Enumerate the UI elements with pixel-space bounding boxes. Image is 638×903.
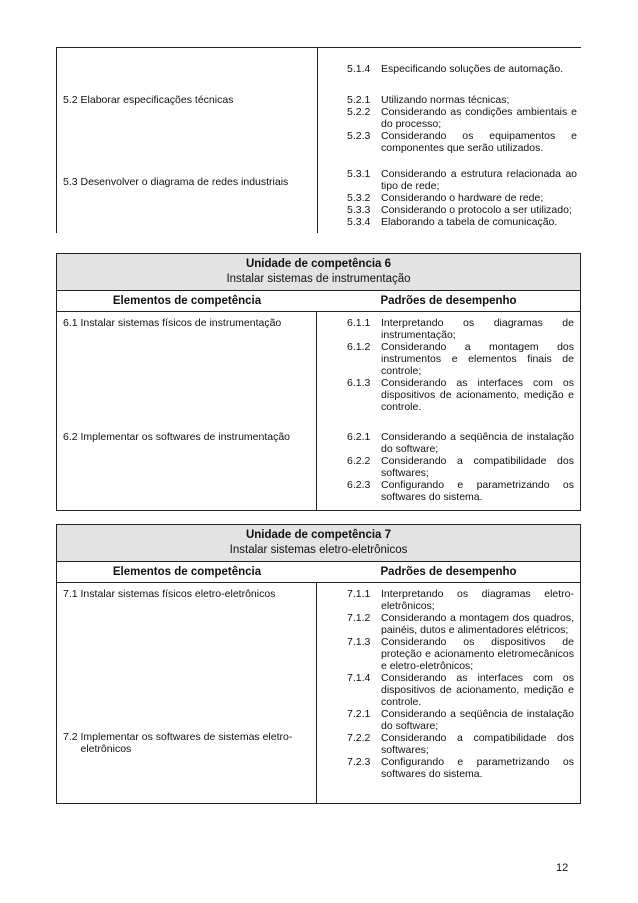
unit5-continuation-table [56,47,581,233]
unit7-elements [57,583,317,803]
standard-item: 7.1.2 Considerando a montagem dos quadros, painéis, dutos e alimentadores elétricos; [347,612,574,636]
unit6-column-headers [57,291,580,312]
standards-5 [325,63,577,228]
standard-item: 5.3.4 Elaborando a tabela de comunicação. [347,216,558,228]
standard-item: 7.1.1 Interpretando os diagramas eletro-eletrônicos; [347,588,574,612]
col-elements-header: Elementos de competência [112,295,262,307]
unit7-column-headers [57,562,580,583]
standard-item: 6.1.2 Considerando a montagem dos instrumentos e elementos finais de controle; [347,341,574,377]
unit6-title: Unidade de competência 6 [245,258,392,270]
standard-item: 6.2.2 Considerando a compatibilidade dos softwares; [347,455,574,479]
standard-item: 5.2.1 Utilizando normas técnicas; [347,94,510,106]
element-5-3: 5.3 Desenvolver o diagrama de redes industriais [63,176,289,188]
unit7-table [56,524,581,804]
col-elements-header: Elementos de competência [112,566,262,578]
standard-item: 7.2.1 Considerando a seqüência de instalação do software; [347,708,574,732]
unit7-title: Unidade de competência 7 [245,529,392,541]
col-standards-header: Padrões de desempenho [380,295,517,307]
standard-item: 5.3.3 Considerando o protocolo a ser utilizado; [347,204,572,216]
standard-item: 6.1.1 Interpretando os diagramas de instrumentação; [347,317,574,341]
standards-6 [325,317,574,503]
standard-item: 5.2.2 Considerando as condições ambientais e do processo; [347,106,577,130]
unit6-elements [57,312,317,510]
standards-7 [325,588,574,780]
element-5-2: 5.2 Elaborar especificações técnicas [63,94,234,106]
unit7-header [57,525,580,562]
standard-item: 5.2.3 Considerando os equipamentos e componentes que serão utilizados. [347,130,577,154]
standard-item: 6.1.3 Considerando as interfaces com os dispositivos de acionamento, medição e controle. [347,377,574,413]
standard-item: 7.2.2 Considerando a compatibilidade dos softwares; [347,732,574,756]
standard-item: 5.1.4 Especificando soluções de automação. [347,63,564,75]
unit7-body [57,583,580,803]
page-number: 12 [556,862,569,874]
col-standards-header: Padrões de desempenho [380,566,517,578]
standard-item: 7.2.3 Configurando e parametrizando os softwares do sistema. [347,756,574,780]
unit6-body [57,312,580,510]
standard-item: 6.2.1 Considerando a seqüência de instalação do software; [347,431,574,455]
standard-item: 5.3.2 Considerando o hardware de rede; [347,192,544,204]
element-6-2: 6.2 Implementar os softwares de instrumentação [63,431,291,443]
standard-item: 6.2.3 Configurando e parametrizando os softwares do sistema. [347,479,574,503]
unit6-standards [317,312,580,510]
unit6-subtitle: Instalar sistemas de instrumentação [226,273,411,285]
standard-item: 5.3.1 Considerando a estrutura relacionada ao tipo de rede; [347,168,577,192]
element-7-2: 7.2 Implementar os softwares de sistemas eletro- eletrônicos [63,731,293,755]
standard-item: 7.1.3 Considerando os dispositivos de proteção e acionamento eletromecânicos e eletro-eletrônicos; [347,636,574,672]
unit7-subtitle: Instalar sistemas eletro-eletrônicos [229,544,408,556]
unit6-table [56,253,581,511]
element-6-1: 6.1 Instalar sistemas físicos de instrumentação [63,317,282,329]
element-7-1: 7.1 Instalar sistemas físicos eletro-eletrônicos [63,588,276,600]
standard-item: 7.1.4 Considerando as interfaces com os dispositivos de acionamento, medição e controle. [347,672,574,708]
unit7-standards [317,583,580,803]
unit6-header [57,254,580,291]
